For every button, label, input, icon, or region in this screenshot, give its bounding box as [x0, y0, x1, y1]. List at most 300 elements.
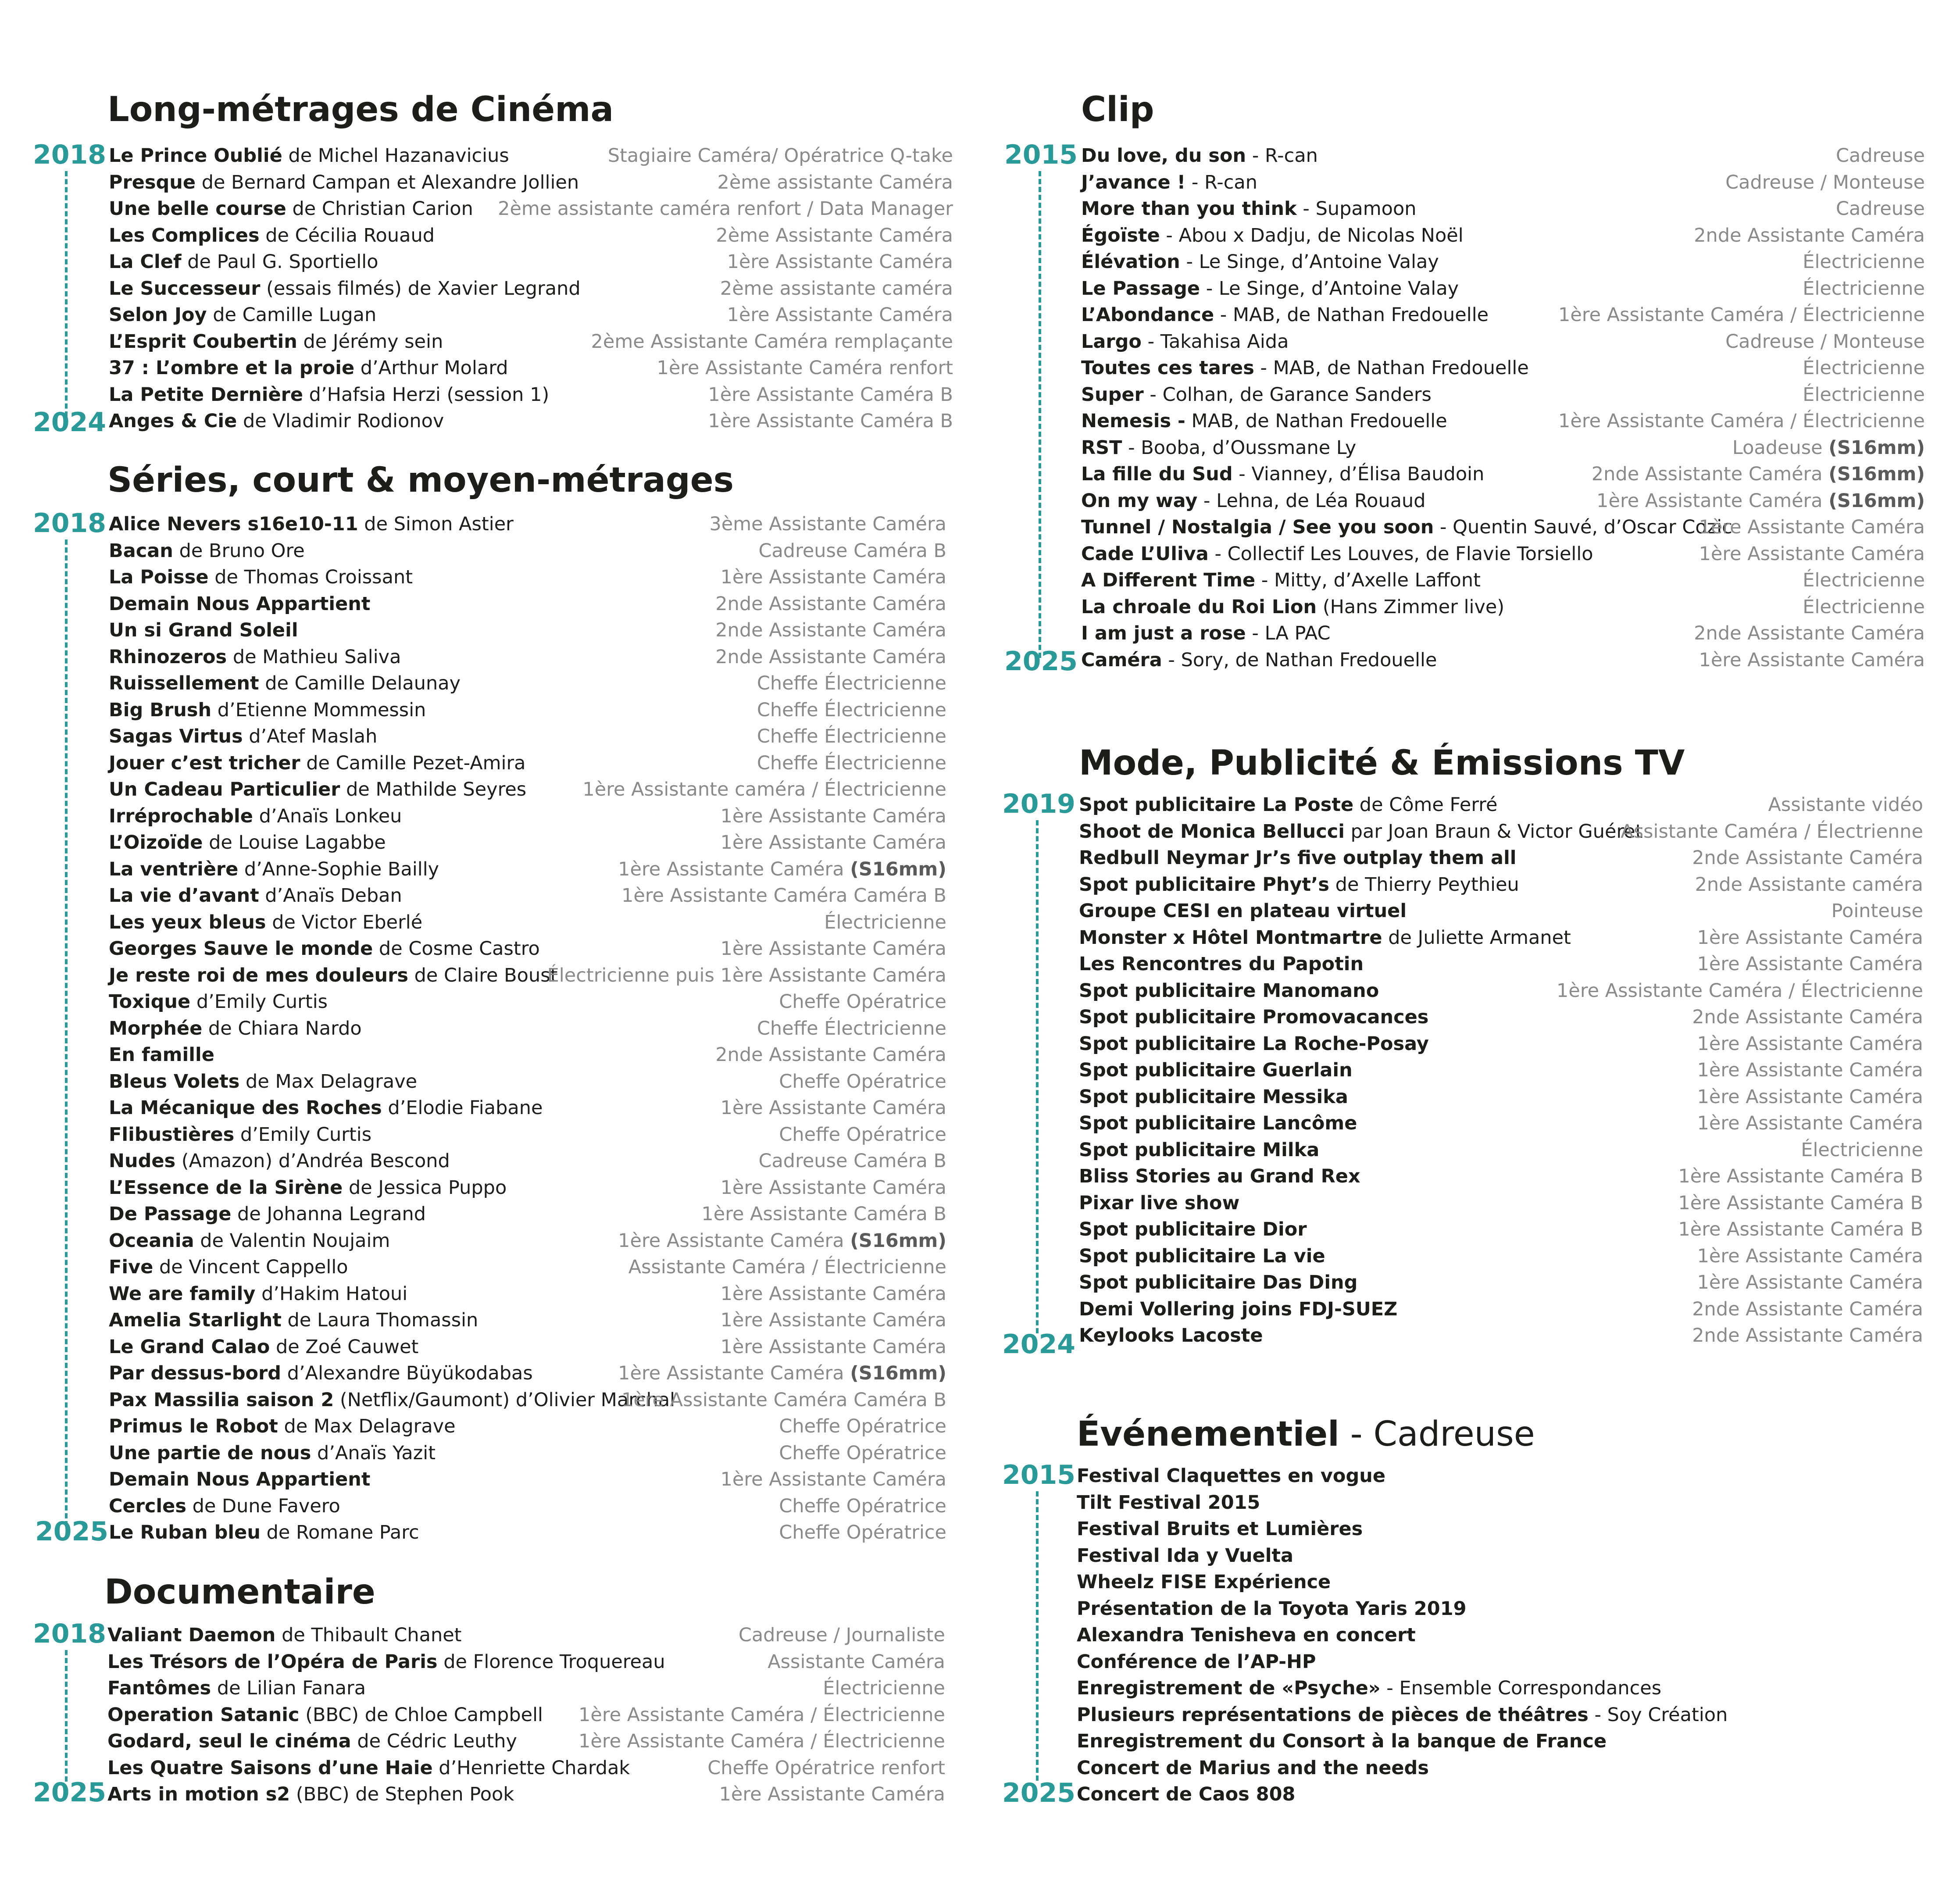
role	[721, 1307, 946, 1333]
credit-title	[1079, 1004, 1428, 1030]
work-title: Groupe CESI en plateau virtuel	[1079, 900, 1407, 922]
credit-title	[109, 169, 579, 196]
role-label: 1ère Assistante Caméra B	[1678, 1192, 1923, 1214]
role-label: Électricienne	[1801, 1139, 1923, 1161]
role-label: 2nde Assistante Caméra	[1591, 463, 1829, 485]
credits-list	[1081, 143, 1925, 673]
role	[779, 1519, 946, 1546]
role-label: Électricienne	[1803, 277, 1925, 300]
role-label: 2ème assistante Caméra	[717, 171, 953, 193]
work-credit: de Vincent Cappello	[153, 1256, 348, 1278]
credits-list	[107, 1622, 945, 1808]
role-label: Assistante Caméra / Électrienne	[1621, 820, 1923, 843]
role	[721, 936, 946, 962]
role	[1803, 275, 1925, 302]
role-label: Cadreuse	[1836, 145, 1925, 167]
credit-row	[109, 1201, 946, 1228]
year-end: 2024	[33, 407, 106, 438]
credit-row	[1079, 1190, 1923, 1217]
year-start: 2015	[1002, 1460, 1075, 1490]
role-label: 1ère Assistante Caméra	[727, 251, 953, 273]
credit-title	[109, 1015, 362, 1042]
credit-row	[1079, 898, 1923, 925]
role	[1596, 488, 1925, 514]
credit-title	[109, 1413, 456, 1440]
role-label: 2nde Assistante caméra	[1695, 873, 1923, 896]
credit-row	[1081, 461, 1925, 488]
work-title: Fantômes	[107, 1677, 211, 1699]
credit-row	[1081, 488, 1925, 514]
work-credit: d’Atef Maslah	[243, 725, 378, 747]
role	[708, 382, 953, 408]
work-credit: - LA PAC	[1246, 622, 1331, 644]
role-label: 1ère Assistante Caméra renfort	[657, 357, 953, 379]
credit-title	[1079, 818, 1643, 845]
role	[582, 776, 946, 803]
role	[758, 538, 946, 564]
work-title: J’avance !	[1081, 171, 1186, 193]
role	[1699, 541, 1925, 567]
role	[1803, 355, 1925, 381]
credit-row	[109, 697, 946, 724]
role	[823, 1675, 945, 1701]
role	[824, 909, 946, 936]
work-title: Le Grand Calao	[109, 1336, 270, 1358]
role	[1803, 594, 1925, 620]
work-credit: de Christian Carion	[286, 198, 473, 220]
credit-row	[109, 222, 953, 249]
role-label: 1ère Assistante Caméra	[720, 1309, 946, 1331]
role	[1697, 1269, 1923, 1296]
credit-title	[109, 670, 461, 697]
credit-row	[1081, 514, 1925, 541]
work-title: Caméra	[1081, 649, 1162, 671]
work-credit: de Chiara Nardo	[202, 1017, 362, 1039]
work-title: Largo	[1081, 330, 1142, 353]
work-credit: de Zoé Cauwet	[270, 1336, 419, 1358]
role	[719, 1781, 945, 1807]
credit-title	[109, 882, 402, 909]
work-title: Spot publicitaire Guerlain	[1079, 1059, 1353, 1081]
credit-row	[1081, 249, 1925, 275]
section-title: Clip	[1081, 90, 1154, 129]
work-credit: - Lehna, de Léa Rouaud	[1197, 489, 1426, 512]
credit-row	[109, 670, 946, 697]
work-title: Du love, du son	[1081, 145, 1246, 167]
credit-title	[1079, 978, 1379, 1004]
credit-row	[1077, 1622, 1910, 1649]
work-credit: (essais filmés) de Xavier Legrand	[260, 277, 581, 300]
credit-title	[109, 1068, 417, 1095]
work-credit: d’Anne-Sophie Bailly	[238, 858, 439, 880]
credit-row	[109, 909, 946, 936]
role-label: 1ère Assistante Caméra	[1697, 953, 1923, 975]
credit-title	[109, 829, 386, 856]
work-credit: d’Anaïs Deban	[259, 885, 402, 907]
role-label: Électricienne	[823, 1677, 945, 1699]
work-title: La Mécanique des Roches	[109, 1097, 382, 1119]
credit-title	[1079, 951, 1364, 977]
credit-row	[107, 1755, 945, 1782]
role-label: Cheffe Opératrice	[779, 1495, 946, 1517]
role	[1697, 925, 1923, 951]
credit-title	[1081, 461, 1484, 487]
format-badge: (S16mm)	[850, 1229, 946, 1252]
work-title: Wheelz FISE Expérience	[1077, 1571, 1331, 1593]
credit-row	[109, 989, 946, 1015]
work-credit: - MAB, de Nathan Fredouelle	[1214, 304, 1489, 326]
work-credit: - R-can	[1185, 171, 1257, 193]
credit-title	[1079, 1216, 1307, 1243]
credit-title	[1077, 1675, 1661, 1701]
timeline-line	[1036, 1491, 1039, 1781]
work-credit: - Booba, d’Oussmane Ly	[1122, 436, 1357, 459]
credit-row	[1081, 143, 1925, 169]
credit-title	[109, 222, 435, 249]
work-credit: de Camille Pezet-Amira	[300, 752, 526, 774]
role	[721, 564, 946, 590]
credit-title	[109, 697, 426, 723]
credit-row	[109, 169, 953, 196]
work-title: Présentation de la Toyota Yaris 2019	[1077, 1597, 1467, 1620]
role	[618, 1228, 946, 1254]
role	[779, 1493, 946, 1519]
credit-row	[1077, 1675, 1910, 1702]
credits-list	[1079, 792, 1923, 1349]
role	[578, 1728, 945, 1754]
credit-title	[1077, 1490, 1260, 1516]
credit-title	[107, 1675, 366, 1701]
role-label: 1ère Assistante Caméra	[720, 1468, 946, 1490]
role-label: 1ère Assistante Caméra	[1699, 516, 1925, 538]
timeline-line	[65, 171, 68, 417]
credit-title	[109, 644, 401, 670]
work-credit: de Victor Eberlé	[266, 911, 423, 933]
role-label: 1ère Assistante Caméra Caméra B	[621, 885, 946, 907]
work-credit: de Mathilde Seyres	[340, 779, 527, 800]
credit-row	[109, 249, 953, 275]
credit-title	[1081, 408, 1447, 434]
credit-row	[1079, 1004, 1923, 1031]
work-credit: - Collectif Les Louves, de Flavie Torsiello	[1208, 543, 1593, 565]
role-label: 1ère Assistante Caméra	[720, 938, 946, 960]
section-subtitle: - Cadreuse	[1339, 1414, 1535, 1454]
credit-row	[109, 329, 953, 355]
credit-row	[1081, 169, 1925, 196]
work-title: Demain Nous Appartient	[109, 593, 371, 615]
role	[721, 803, 946, 829]
work-credit: de Thierry Peythieu	[1329, 873, 1519, 896]
credit-row	[109, 1440, 946, 1467]
credit-title	[109, 1493, 340, 1519]
role-label: 1ère Assistante Caméra	[720, 1282, 946, 1305]
credit-title	[1081, 488, 1426, 514]
role	[1732, 435, 1925, 461]
credit-row	[1079, 1243, 1923, 1270]
work-title: Five	[109, 1256, 154, 1278]
role	[1692, 1322, 1923, 1349]
credit-row	[1079, 1322, 1923, 1349]
credit-row	[1081, 222, 1925, 249]
credit-row	[1077, 1702, 1910, 1729]
credit-row	[109, 275, 953, 302]
work-title: Demain Nous Appartient	[109, 1468, 371, 1490]
work-title: La Poisse	[109, 566, 209, 588]
work-title: Les Rencontres du Papotin	[1079, 953, 1364, 975]
section-cinema	[0, 88, 978, 447]
credit-title	[1077, 1702, 1728, 1728]
credit-title	[1081, 382, 1432, 408]
work-title: Super	[1081, 383, 1144, 406]
role	[1725, 169, 1925, 196]
credit-row	[109, 1148, 946, 1175]
credit-title	[109, 1201, 426, 1227]
credit-title	[109, 1095, 543, 1121]
role	[1692, 1004, 1923, 1030]
credit-title	[1079, 1269, 1357, 1296]
credit-title	[107, 1755, 630, 1781]
credit-row	[109, 511, 946, 538]
work-title: Presque	[109, 171, 196, 193]
credit-title	[109, 1519, 419, 1546]
year-end: 2025	[1004, 646, 1078, 677]
section-title: Documentaire	[104, 1572, 375, 1612]
credit-row	[109, 1360, 946, 1387]
role-label: Cheffe Électricienne	[757, 1017, 946, 1039]
credit-title	[109, 302, 376, 328]
role	[716, 222, 953, 249]
role	[715, 644, 946, 670]
credit-title	[1081, 435, 1356, 461]
role	[758, 1148, 946, 1174]
work-title: Ruissellement	[109, 672, 259, 694]
role	[578, 1702, 945, 1728]
role-label: Électricienne	[1803, 596, 1925, 618]
role-label: Cheffe Opératrice	[779, 991, 946, 1013]
credit-title	[1077, 1728, 1607, 1754]
credit-row	[1081, 329, 1925, 355]
role-label: 2nde Assistante Caméra	[715, 593, 946, 615]
work-title: L’Abondance	[1081, 304, 1214, 326]
timeline-line	[65, 1650, 68, 1782]
work-title: Par dessus-bord	[109, 1362, 282, 1384]
work-title: Plusieurs représentations de pièces de théâtres	[1077, 1704, 1589, 1726]
credit-title	[109, 1122, 371, 1148]
role-label: Stagiaire Caméra/ Opératrice Q-take	[607, 145, 953, 167]
role-label: Pointeuse	[1831, 900, 1923, 922]
work-credit: de Juliette Armanet	[1382, 926, 1571, 949]
credit-row	[1081, 594, 1925, 621]
work-title: Les yeux bleus	[109, 911, 266, 933]
work-title: Enregistrement de «Psyche»	[1077, 1677, 1381, 1699]
work-title: La fille du Sud	[1081, 463, 1233, 485]
role	[628, 1254, 946, 1280]
role-label: Cheffe Opératrice	[779, 1522, 946, 1543]
work-title: Rhinozeros	[109, 646, 227, 668]
role	[779, 1413, 946, 1440]
work-title: Bliss Stories au Grand Rex	[1079, 1165, 1360, 1187]
credit-title	[1081, 302, 1489, 328]
credit-row	[1079, 872, 1923, 898]
work-title: Tilt Festival 2015	[1077, 1491, 1260, 1514]
credit-row	[1081, 435, 1925, 461]
work-title: Une partie de nous	[109, 1442, 311, 1464]
year-end: 2025	[35, 1516, 108, 1547]
section-title: Séries, court & moyen-métrages	[107, 461, 734, 500]
role-label: 1ère Assistante Caméra	[618, 1229, 850, 1252]
credit-title	[1079, 1110, 1357, 1136]
work-title: Spot publicitaire La Poste	[1079, 794, 1354, 816]
credit-row	[107, 1675, 945, 1702]
work-title: Flibustières	[109, 1123, 235, 1146]
credit-title	[109, 989, 328, 1015]
work-title: Le Ruban bleu	[109, 1522, 261, 1543]
work-credit: (Netflix/Gaumont) d’Olivier Marchal	[334, 1389, 675, 1411]
work-title: Spot publicitaire Dior	[1079, 1218, 1307, 1240]
role-label: 1ère Assistante caméra / Électricienne	[582, 779, 946, 800]
role	[779, 1068, 946, 1095]
role	[715, 617, 946, 643]
work-credit: de Camille Lugan	[207, 304, 377, 326]
role-label: Loadeuse	[1732, 436, 1829, 459]
credit-title	[1081, 567, 1481, 593]
credit-row	[109, 856, 946, 883]
role-label: 1ère Assistante Caméra	[720, 566, 946, 588]
section-documentaire	[0, 1570, 978, 1816]
format-badge: (S16mm)	[1828, 489, 1925, 512]
role-label: 1ère Assistante Caméra / Électricienne	[1558, 410, 1925, 432]
credit-title	[1079, 1031, 1429, 1057]
work-title: 37 : L’ombre et la proie	[109, 357, 355, 379]
work-credit: de Michel Hazanavicius	[282, 145, 509, 167]
work-title: Le Prince Oublié	[109, 145, 282, 167]
work-title: Spot publicitaire Milka	[1079, 1139, 1320, 1161]
work-title: L’Esprit Coubertin	[109, 330, 297, 353]
year-start: 2018	[33, 1618, 106, 1649]
credit-row	[107, 1622, 945, 1649]
section-mode	[978, 741, 1960, 1368]
credit-row	[109, 1334, 946, 1361]
role-label: Cheffe Électricienne	[757, 699, 946, 721]
role	[621, 882, 946, 909]
role	[1699, 647, 1925, 673]
credit-row	[109, 1307, 946, 1334]
credit-title	[109, 750, 525, 776]
section-title: Long-métrages de Cinéma	[107, 90, 614, 129]
role	[1831, 898, 1923, 924]
credit-row	[109, 143, 953, 169]
section-title-main: Événementiel	[1077, 1414, 1339, 1454]
credit-title	[1081, 222, 1464, 249]
role-label: 1ère Assistante Caméra	[1596, 489, 1829, 512]
work-title: L’Oizoïde	[109, 832, 203, 854]
work-credit: d’Henriette Chardak	[432, 1757, 630, 1779]
work-credit: de Bernard Campan et Alexandre Jollien	[196, 171, 579, 193]
credit-row	[109, 1254, 946, 1281]
role-label: Cheffe Opératrice renfort	[707, 1757, 945, 1779]
format-badge: (S16mm)	[850, 858, 946, 880]
credit-title	[1081, 329, 1289, 355]
credit-row	[109, 1281, 946, 1307]
role	[708, 408, 953, 434]
work-title: L’Essence de la Sirène	[109, 1176, 343, 1199]
credit-row	[1079, 792, 1923, 818]
role	[1699, 514, 1925, 540]
work-title: Spot publicitaire La Roche-Posay	[1079, 1032, 1429, 1055]
credit-row	[109, 962, 946, 989]
work-title: Le Passage	[1081, 277, 1200, 300]
work-credit: - Sory, de Nathan Fredouelle	[1162, 649, 1437, 671]
credit-row	[1079, 1031, 1923, 1057]
role-label: 2nde Assistante Caméra	[1694, 622, 1925, 644]
role-label: Cheffe Électricienne	[757, 725, 946, 747]
credit-row	[109, 1493, 946, 1520]
role	[721, 1466, 946, 1493]
credit-title	[1077, 1755, 1429, 1781]
work-title: Spot publicitaire Messika	[1079, 1086, 1348, 1108]
credit-title	[1079, 845, 1517, 871]
role-label: 2nde Assistante Caméra	[1692, 847, 1923, 869]
credit-title	[109, 408, 444, 434]
work-credit: - Le Singe, d’Antoine Valay	[1180, 251, 1439, 273]
role	[1803, 382, 1925, 408]
credit-row	[109, 882, 946, 909]
role-label: 2nde Assistante Caméra	[1692, 1298, 1923, 1320]
work-credit: d’Elodie Fiabane	[382, 1097, 543, 1119]
work-title: Bleus Volets	[109, 1070, 240, 1093]
role	[618, 856, 946, 882]
credit-row	[1081, 567, 1925, 594]
role-label: 1ère Assistante Caméra B	[708, 410, 953, 432]
work-credit: (Hans Zimmer live)	[1317, 596, 1505, 618]
credit-title	[1081, 647, 1437, 673]
credit-title	[109, 1440, 436, 1466]
role	[1692, 845, 1923, 871]
role	[591, 329, 953, 355]
credit-row	[1079, 978, 1923, 1004]
credit-row	[109, 803, 946, 830]
role-label: 2nde Assistante Caméra	[1694, 224, 1925, 246]
work-title: Nudes	[109, 1150, 176, 1172]
role-label: Cheffe Opératrice	[779, 1415, 946, 1437]
role-label: 1ère Assistante Caméra	[1697, 1245, 1923, 1267]
credit-title	[1077, 1596, 1467, 1622]
work-credit: MAB, de Nathan Fredouelle	[1185, 410, 1447, 432]
work-title: Toutes ces tares	[1081, 357, 1254, 379]
work-credit: de Dune Favero	[186, 1495, 340, 1517]
credit-title	[109, 936, 540, 962]
work-title: Les Complices	[109, 224, 260, 246]
role-label: 2ème assistante caméra	[720, 277, 953, 300]
work-title: On my way	[1081, 489, 1198, 512]
role-label: Cheffe Opératrice	[779, 1123, 946, 1146]
credit-row	[1077, 1543, 1910, 1569]
role	[1697, 1031, 1923, 1057]
work-credit: - Vianney, d’Élisa Baudoin	[1232, 463, 1485, 485]
role-label: 1ère Assistante Caméra	[1697, 1059, 1923, 1081]
credit-row	[107, 1728, 945, 1755]
credit-row	[109, 1175, 946, 1201]
work-title: Bacan	[109, 539, 173, 562]
work-credit: de Bruno Ore	[173, 539, 305, 562]
format-badge: (S16mm)	[850, 1362, 946, 1384]
credit-row	[1081, 408, 1925, 435]
role-label: 1ère Assistante Caméra B	[708, 383, 953, 406]
role	[1697, 1084, 1923, 1110]
work-title: Conférence de l’AP-HP	[1077, 1650, 1316, 1673]
credit-title	[1079, 1163, 1360, 1189]
work-title: La Petite Dernière	[109, 383, 303, 406]
